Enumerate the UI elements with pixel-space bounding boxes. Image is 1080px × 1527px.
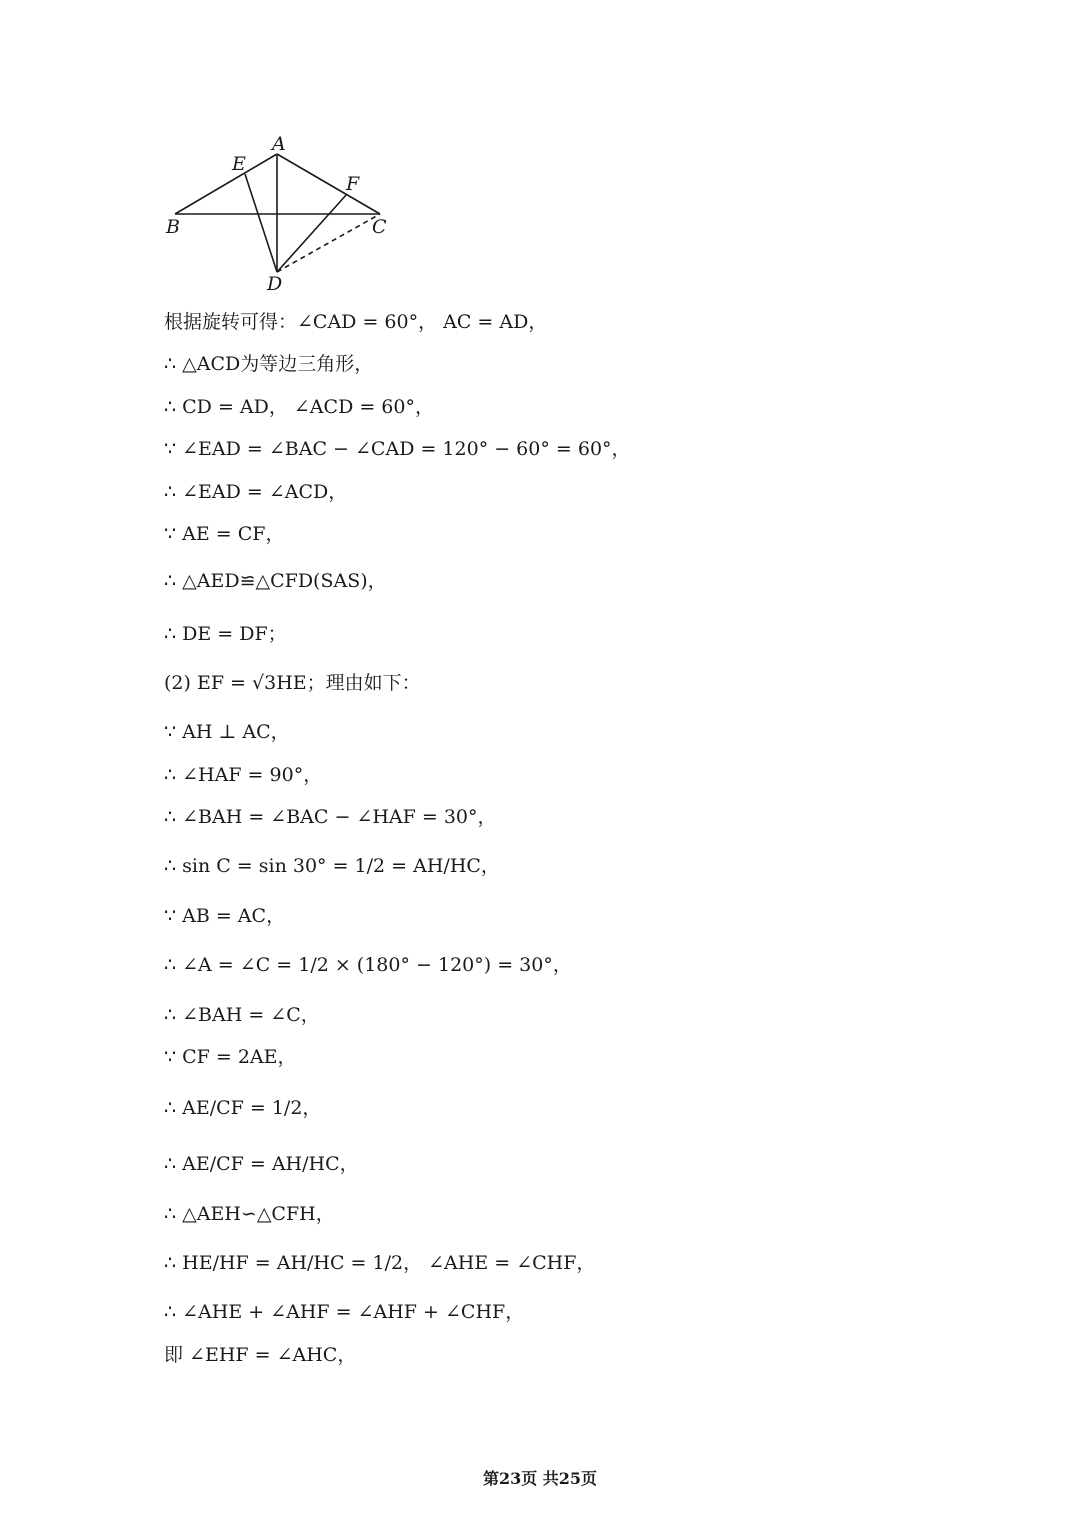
segment-AC bbox=[277, 154, 380, 214]
proof-line: ∴ AE/CF = 1/2， bbox=[164, 1097, 322, 1119]
segment-BA bbox=[175, 154, 277, 214]
segment-ED bbox=[245, 174, 277, 272]
proof-line: ∴ CD = AD， ∠ACD = 60°， bbox=[164, 396, 434, 418]
proof-line: ∴ ∠A = ∠C = 1/2 × (180° − 120°) = 30°， bbox=[164, 954, 572, 976]
proof-line: ∴ DE = DF； bbox=[164, 623, 287, 645]
proof-line: ∴ sin C = sin 30° = 1/2 = AH/HC， bbox=[164, 855, 500, 877]
proof-line: ∴ ∠BAH = ∠BAC − ∠HAF = 30°， bbox=[164, 806, 497, 828]
label-C: C bbox=[372, 216, 387, 238]
proof-line: ∴ △AEH∽△CFH， bbox=[164, 1203, 335, 1225]
label-F: F bbox=[346, 173, 360, 195]
label-E: E bbox=[232, 153, 246, 175]
proof-line: 即 ∠EHF = ∠AHC， bbox=[164, 1344, 357, 1366]
proof-line: ∴ AE/CF = AH/HC， bbox=[164, 1153, 359, 1175]
segment-DC-dashed bbox=[277, 214, 380, 272]
proof-line: ∴ △ACD为等边三角形， bbox=[164, 353, 374, 375]
label-B: B bbox=[166, 216, 180, 238]
proof-line-part2-heading: (2) EF = √3HE；理由如下： bbox=[164, 672, 421, 694]
proof-line: ∴ △AED≌△CFD(SAS)， bbox=[164, 570, 387, 592]
proof-line: 根据旋转可得：∠CAD = 60°， AC = AD， bbox=[164, 311, 548, 333]
proof-line: ∵ ∠EAD = ∠BAC − ∠CAD = 120° − 60° = 60°， bbox=[164, 438, 631, 460]
proof-line: ∵ CF = 2AE， bbox=[164, 1046, 297, 1068]
proof-line: ∴ ∠AHE + ∠AHF = ∠AHF + ∠CHF， bbox=[164, 1301, 525, 1323]
proof-line: ∴ ∠HAF = 90°， bbox=[164, 764, 323, 786]
proof-line: ∴ ∠EAD = ∠ACD， bbox=[164, 481, 348, 503]
proof-line: ∵ AB = AC， bbox=[164, 905, 286, 927]
label-A: A bbox=[272, 133, 286, 155]
segment-FD bbox=[277, 194, 347, 272]
page-number-footer: 第23页 共25页 bbox=[482, 1469, 598, 1488]
geometry-figure bbox=[150, 128, 410, 298]
proof-line: ∵ AE = CF， bbox=[164, 523, 285, 545]
label-D: D bbox=[267, 273, 283, 295]
proof-line: ∵ AH ⊥ AC， bbox=[164, 721, 290, 743]
proof-line: ∴ ∠BAH = ∠C， bbox=[164, 1004, 320, 1026]
proof-line: ∴ HE/HF = AH/HC = 1/2， ∠AHE = ∠CHF， bbox=[164, 1252, 596, 1274]
